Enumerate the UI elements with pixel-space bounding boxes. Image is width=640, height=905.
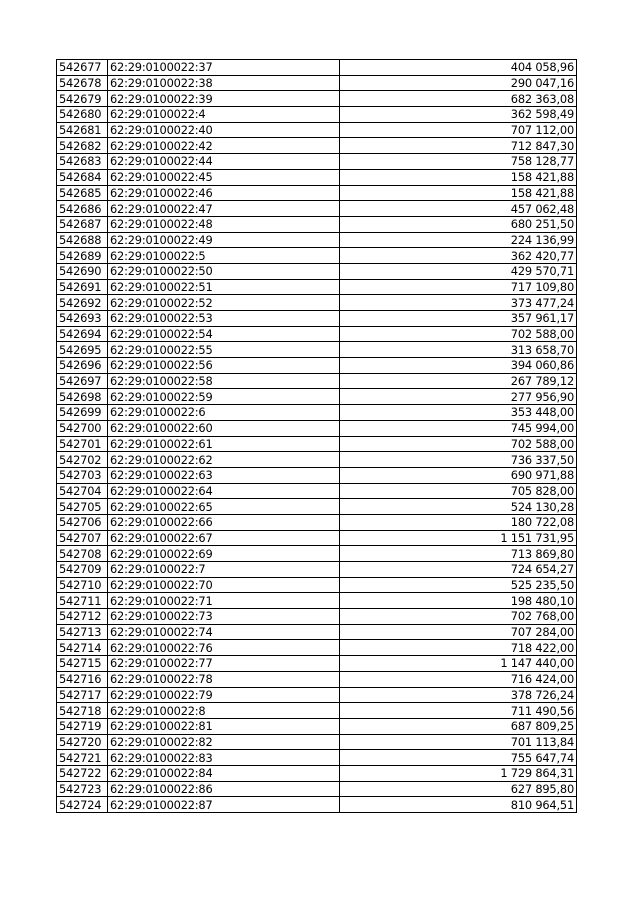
cadastral-value-cell: 702 588,00 [340, 436, 577, 452]
row-number-cell: 542677 [57, 60, 108, 76]
cadastral-value-cell: 687 809,25 [340, 718, 577, 734]
table-row [57, 765, 577, 781]
table-row [57, 562, 577, 578]
row-number-cell: 542721 [57, 750, 108, 766]
table-row [57, 311, 577, 327]
cadastral-value-cell: 158 421,88 [340, 169, 577, 185]
cadastral-number-cell: 62:29:0100022:45 [108, 169, 340, 185]
row-number-cell: 542710 [57, 577, 108, 593]
row-number-cell: 542702 [57, 452, 108, 468]
cadastral-number-cell: 62:29:0100022:39 [108, 91, 340, 107]
cadastral-number-cell: 62:29:0100022:56 [108, 358, 340, 374]
table-row [57, 75, 577, 91]
cadastral-number-cell: 62:29:0100022:42 [108, 138, 340, 154]
cadastral-number-cell: 62:29:0100022:54 [108, 326, 340, 342]
row-number-cell: 542715 [57, 656, 108, 672]
row-number-cell: 542695 [57, 342, 108, 358]
cadastral-value-cell: 267 789,12 [340, 373, 577, 389]
cadastral-value-cell: 1 729 864,31 [340, 765, 577, 781]
table-row [57, 185, 577, 201]
row-number-cell: 542686 [57, 201, 108, 217]
table-row [57, 436, 577, 452]
table-row [57, 577, 577, 593]
cadastral-value-cell: 758 128,77 [340, 154, 577, 170]
table-row [57, 452, 577, 468]
cadastral-number-cell: 62:29:0100022:40 [108, 122, 340, 138]
cadastral-value-cell: 713 869,80 [340, 546, 577, 562]
table-row [57, 420, 577, 436]
row-number-cell: 542691 [57, 279, 108, 295]
row-number-cell: 542698 [57, 389, 108, 405]
table-row [57, 122, 577, 138]
row-number-cell: 542716 [57, 671, 108, 687]
cadastral-value-cell: 394 060,86 [340, 358, 577, 374]
cadastral-value-cell: 705 828,00 [340, 483, 577, 499]
row-number-cell: 542700 [57, 420, 108, 436]
row-number-cell: 542723 [57, 781, 108, 797]
cadastral-number-cell: 62:29:0100022:44 [108, 154, 340, 170]
row-number-cell: 542681 [57, 122, 108, 138]
table-row [57, 687, 577, 703]
table-row [57, 373, 577, 389]
cadastral-number-cell: 62:29:0100022:8 [108, 703, 340, 719]
cadastral-value-cell: 353 448,00 [340, 405, 577, 421]
cadastral-number-cell: 62:29:0100022:66 [108, 514, 340, 530]
cadastral-value-cell: 627 895,80 [340, 781, 577, 797]
cadastral-number-cell: 62:29:0100022:62 [108, 452, 340, 468]
row-number-cell: 542696 [57, 358, 108, 374]
cadastral-value-cell: 718 422,00 [340, 640, 577, 656]
cadastral-value-cell: 1 147 440,00 [340, 656, 577, 672]
cadastral-number-cell: 62:29:0100022:60 [108, 420, 340, 436]
row-number-cell: 542709 [57, 562, 108, 578]
cadastral-number-cell: 62:29:0100022:48 [108, 216, 340, 232]
row-number-cell: 542722 [57, 765, 108, 781]
cadastral-value-cell: 682 363,08 [340, 91, 577, 107]
cadastral-number-cell: 62:29:0100022:84 [108, 765, 340, 781]
row-number-cell: 542718 [57, 703, 108, 719]
cadastral-value-cell: 707 112,00 [340, 122, 577, 138]
row-number-cell: 542678 [57, 75, 108, 91]
cadastral-value-cell: 158 421,88 [340, 185, 577, 201]
cadastral-value-cell: 224 136,99 [340, 232, 577, 248]
table-row [57, 530, 577, 546]
row-number-cell: 542699 [57, 405, 108, 421]
cadastral-value-table [56, 59, 577, 813]
cadastral-number-cell: 62:29:0100022:86 [108, 781, 340, 797]
table-row [57, 138, 577, 154]
cadastral-value-cell: 702 768,00 [340, 609, 577, 625]
table-row [57, 640, 577, 656]
row-number-cell: 542680 [57, 107, 108, 123]
table-row [57, 91, 577, 107]
row-number-cell: 542720 [57, 734, 108, 750]
cadastral-number-cell: 62:29:0100022:87 [108, 797, 340, 813]
cadastral-number-cell: 62:29:0100022:5 [108, 248, 340, 264]
cadastral-number-cell: 62:29:0100022:61 [108, 436, 340, 452]
cadastral-number-cell: 62:29:0100022:51 [108, 279, 340, 295]
cadastral-value-cell: 290 047,16 [340, 75, 577, 91]
table-row [57, 467, 577, 483]
cadastral-value-cell: 702 588,00 [340, 326, 577, 342]
row-number-cell: 542679 [57, 91, 108, 107]
cadastral-value-cell: 712 847,30 [340, 138, 577, 154]
row-number-cell: 542712 [57, 609, 108, 625]
cadastral-value-cell: 198 480,10 [340, 593, 577, 609]
row-number-cell: 542703 [57, 467, 108, 483]
cadastral-value-cell: 755 647,74 [340, 750, 577, 766]
cadastral-number-cell: 62:29:0100022:58 [108, 373, 340, 389]
row-number-cell: 542706 [57, 514, 108, 530]
row-number-cell: 542708 [57, 546, 108, 562]
cadastral-number-cell: 62:29:0100022:64 [108, 483, 340, 499]
table-row [57, 279, 577, 295]
cadastral-value-cell: 524 130,28 [340, 499, 577, 515]
row-number-cell: 542682 [57, 138, 108, 154]
cadastral-number-cell: 62:29:0100022:47 [108, 201, 340, 217]
cadastral-number-cell: 62:29:0100022:77 [108, 656, 340, 672]
table-row [57, 609, 577, 625]
table-row [57, 154, 577, 170]
table-row [57, 703, 577, 719]
row-number-cell: 542713 [57, 624, 108, 640]
cadastral-value-cell: 404 058,96 [340, 60, 577, 76]
table-row [57, 389, 577, 405]
row-number-cell: 542705 [57, 499, 108, 515]
cadastral-number-cell: 62:29:0100022:73 [108, 609, 340, 625]
row-number-cell: 542724 [57, 797, 108, 813]
row-number-cell: 542689 [57, 248, 108, 264]
cadastral-number-cell: 62:29:0100022:79 [108, 687, 340, 703]
row-number-cell: 542711 [57, 593, 108, 609]
table-row [57, 624, 577, 640]
cadastral-number-cell: 62:29:0100022:49 [108, 232, 340, 248]
cadastral-value-cell: 180 722,08 [340, 514, 577, 530]
table-row [57, 593, 577, 609]
cadastral-value-cell: 690 971,88 [340, 467, 577, 483]
cadastral-value-cell: 525 235,50 [340, 577, 577, 593]
table-row [57, 781, 577, 797]
table-row [57, 263, 577, 279]
cadastral-number-cell: 62:29:0100022:4 [108, 107, 340, 123]
cadastral-number-cell: 62:29:0100022:76 [108, 640, 340, 656]
table-row [57, 342, 577, 358]
cadastral-value-cell: 717 109,80 [340, 279, 577, 295]
row-number-cell: 542717 [57, 687, 108, 703]
cadastral-value-cell: 1 151 731,95 [340, 530, 577, 546]
table-row [57, 60, 577, 76]
table-row [57, 734, 577, 750]
cadastral-value-cell: 373 477,24 [340, 295, 577, 311]
row-number-cell: 542683 [57, 154, 108, 170]
cadastral-number-cell: 62:29:0100022:67 [108, 530, 340, 546]
row-number-cell: 542687 [57, 216, 108, 232]
cadastral-number-cell: 62:29:0100022:52 [108, 295, 340, 311]
cadastral-number-cell: 62:29:0100022:82 [108, 734, 340, 750]
row-number-cell: 542697 [57, 373, 108, 389]
cadastral-number-cell: 62:29:0100022:65 [108, 499, 340, 515]
table-row [57, 483, 577, 499]
table-row [57, 232, 577, 248]
row-number-cell: 542692 [57, 295, 108, 311]
table-row [57, 295, 577, 311]
table-row [57, 797, 577, 813]
table-row [57, 216, 577, 232]
cadastral-value-cell: 711 490,56 [340, 703, 577, 719]
row-number-cell: 542685 [57, 185, 108, 201]
table-row [57, 718, 577, 734]
cadastral-number-cell: 62:29:0100022:63 [108, 467, 340, 483]
cadastral-value-cell: 716 424,00 [340, 671, 577, 687]
cadastral-value-cell: 457 062,48 [340, 201, 577, 217]
table-row [57, 248, 577, 264]
cadastral-value-cell: 810 964,51 [340, 797, 577, 813]
table-row [57, 514, 577, 530]
cadastral-number-cell: 62:29:0100022:71 [108, 593, 340, 609]
row-number-cell: 542704 [57, 483, 108, 499]
cadastral-value-cell: 724 654,27 [340, 562, 577, 578]
cadastral-number-cell: 62:29:0100022:59 [108, 389, 340, 405]
cadastral-number-cell: 62:29:0100022:69 [108, 546, 340, 562]
cadastral-value-cell: 378 726,24 [340, 687, 577, 703]
cadastral-value-cell: 680 251,50 [340, 216, 577, 232]
row-number-cell: 542719 [57, 718, 108, 734]
row-number-cell: 542693 [57, 311, 108, 327]
cadastral-number-cell: 62:29:0100022:70 [108, 577, 340, 593]
cadastral-value-cell: 429 570,71 [340, 263, 577, 279]
cadastral-value-cell: 362 598,49 [340, 107, 577, 123]
cadastral-number-cell: 62:29:0100022:74 [108, 624, 340, 640]
cadastral-number-cell: 62:29:0100022:6 [108, 405, 340, 421]
cadastral-number-cell: 62:29:0100022:81 [108, 718, 340, 734]
cadastral-number-cell: 62:29:0100022:55 [108, 342, 340, 358]
cadastral-number-cell: 62:29:0100022:46 [108, 185, 340, 201]
table-row [57, 358, 577, 374]
cadastral-number-cell: 62:29:0100022:83 [108, 750, 340, 766]
table-row [57, 405, 577, 421]
row-number-cell: 542701 [57, 436, 108, 452]
table-row [57, 656, 577, 672]
table-row [57, 326, 577, 342]
row-number-cell: 542684 [57, 169, 108, 185]
cadastral-value-cell: 745 994,00 [340, 420, 577, 436]
row-number-cell: 542688 [57, 232, 108, 248]
cadastral-value-cell: 707 284,00 [340, 624, 577, 640]
cadastral-value-cell: 313 658,70 [340, 342, 577, 358]
table-row [57, 499, 577, 515]
table-row [57, 201, 577, 217]
row-number-cell: 542690 [57, 263, 108, 279]
cadastral-number-cell: 62:29:0100022:37 [108, 60, 340, 76]
row-number-cell: 542707 [57, 530, 108, 546]
cadastral-value-cell: 277 956,90 [340, 389, 577, 405]
cadastral-number-cell: 62:29:0100022:38 [108, 75, 340, 91]
cadastral-number-cell: 62:29:0100022:7 [108, 562, 340, 578]
cadastral-number-cell: 62:29:0100022:50 [108, 263, 340, 279]
cadastral-value-cell: 736 337,50 [340, 452, 577, 468]
cadastral-number-cell: 62:29:0100022:78 [108, 671, 340, 687]
cadastral-number-cell: 62:29:0100022:53 [108, 311, 340, 327]
table-row [57, 750, 577, 766]
row-number-cell: 542694 [57, 326, 108, 342]
table-row [57, 671, 577, 687]
table-body [57, 60, 577, 813]
row-number-cell: 542714 [57, 640, 108, 656]
table-row [57, 169, 577, 185]
cadastral-value-cell: 362 420,77 [340, 248, 577, 264]
cadastral-value-cell: 701 113,84 [340, 734, 577, 750]
table-row [57, 546, 577, 562]
cadastral-value-cell: 357 961,17 [340, 311, 577, 327]
table-row [57, 107, 577, 123]
